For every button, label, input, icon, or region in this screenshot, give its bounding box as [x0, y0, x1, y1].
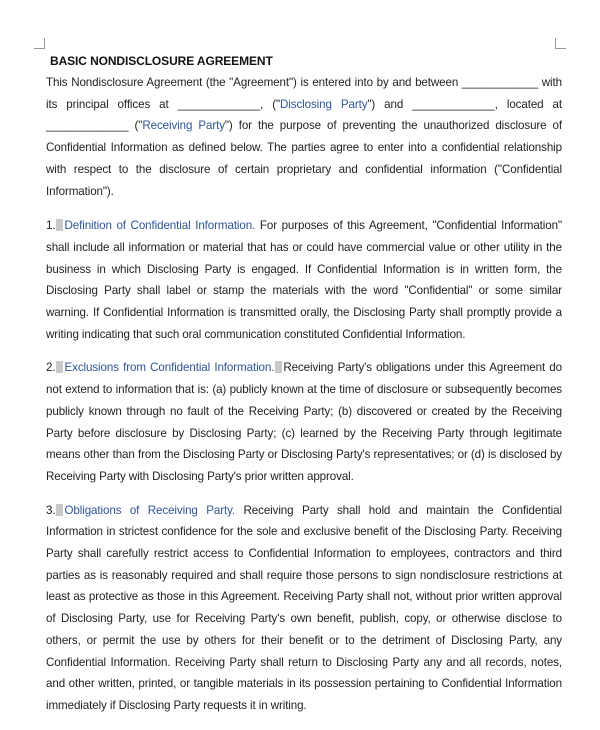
- paragraph-marker-icon: [275, 361, 282, 373]
- document-body: [46, 50, 562, 717]
- section-2-paragraph: [46, 357, 562, 487]
- intro-text-1: This Nondisclosure Agreement (the "Agreement") is entered into by and between ____________ with its principal offices at _____________, (": [46, 76, 562, 111]
- intro-paragraph: [46, 72, 562, 202]
- section-3-number: 3.: [46, 503, 56, 517]
- section-2-body: Receiving Party's obligations under this Agreement do not extend to information that is: (a) publicly known at the time of disclosure or subsequently becomes publicly known through no fault of the Receiving Party; (b) discovered or created by the Receiving Party before disclosure by Disclosing Party; (c) learned by the Receiving Party through legitimate means other than from the Disclosing Party or Disclosing Party's representatives; or (d) is disclosed by Receiving Party with Disclosing Party's prior written approval.: [46, 361, 562, 483]
- section-3-paragraph: [46, 500, 562, 717]
- margin-corner-mark-right: [555, 38, 566, 49]
- section-1-paragraph: [46, 215, 562, 345]
- section-1-body: For purposes of this Agreement, "Confidential Information" shall include all information or material that has or could have commercial value or other utility in the business in which Disclosing Party is engaged. If Confidential Information is in written form, the Disclosing Party shall label or stamp the materials with the word "Confidential" or some similar warning. If Confidential Information is transmitted orally, the Disclosing Party shall promptly provide a writing indicating that such oral communication constituted Confidential Information.: [46, 219, 562, 341]
- intro-text-3: ") for the purpose of preventing the unauthorized disclosure of Confidential Information as defined below. The parties agree to enter into a confidential relationship with respect to the disclosure of certain proprietary and confidential information ("Confidential Information").: [46, 119, 563, 198]
- disclosing-party-term: Disclosing Party: [280, 97, 368, 111]
- document-title: BASIC NONDISCLOSURE AGREEMENT: [50, 54, 273, 68]
- margin-corner-mark-left: [34, 38, 45, 49]
- section-3-body: Receiving Party shall hold and maintain the Confidential Information in strictest confidence for the sole and exclusive benefit of the Disclosing Party. Receiving Party shall carefully restrict access to Confidential Information to employees, contractors and third parties as is reasonably required and shall require those persons to sign nondisclosure restrictions at least as protective as those in this Agreement. Receiving Party shall not, without prior written approval of Disclosing Party, use for Receiving Party's own benefit, publish, copy, or otherwise disclose to others, or permit the use by others for their benefit or to the detriment of Disclosing Party, any Confidential Information. Receiving Party shall return to Disclosing Party any and all records, notes, and other written, printed, or tangible materials in its possession pertaining to Confidential Information immediately if Disclosing Party requests it in writing.: [46, 503, 562, 712]
- paragraph-marker-icon: [56, 504, 63, 516]
- section-3-heading: Obligations of Receiving Party.: [64, 503, 236, 517]
- paragraph-marker-icon: [56, 219, 63, 231]
- intro-text-2: ") and _____________, located at _____________ (": [46, 97, 562, 133]
- receiving-party-term: Receiving Party: [142, 119, 225, 133]
- section-2-number: 2.: [46, 361, 56, 375]
- section-2-heading: Exclusions from Confidential Information.: [64, 361, 275, 375]
- section-1-number: 1.: [46, 219, 56, 233]
- section-1-heading: Definition of Confidential Information.: [64, 219, 256, 233]
- paragraph-marker-icon: [56, 361, 63, 373]
